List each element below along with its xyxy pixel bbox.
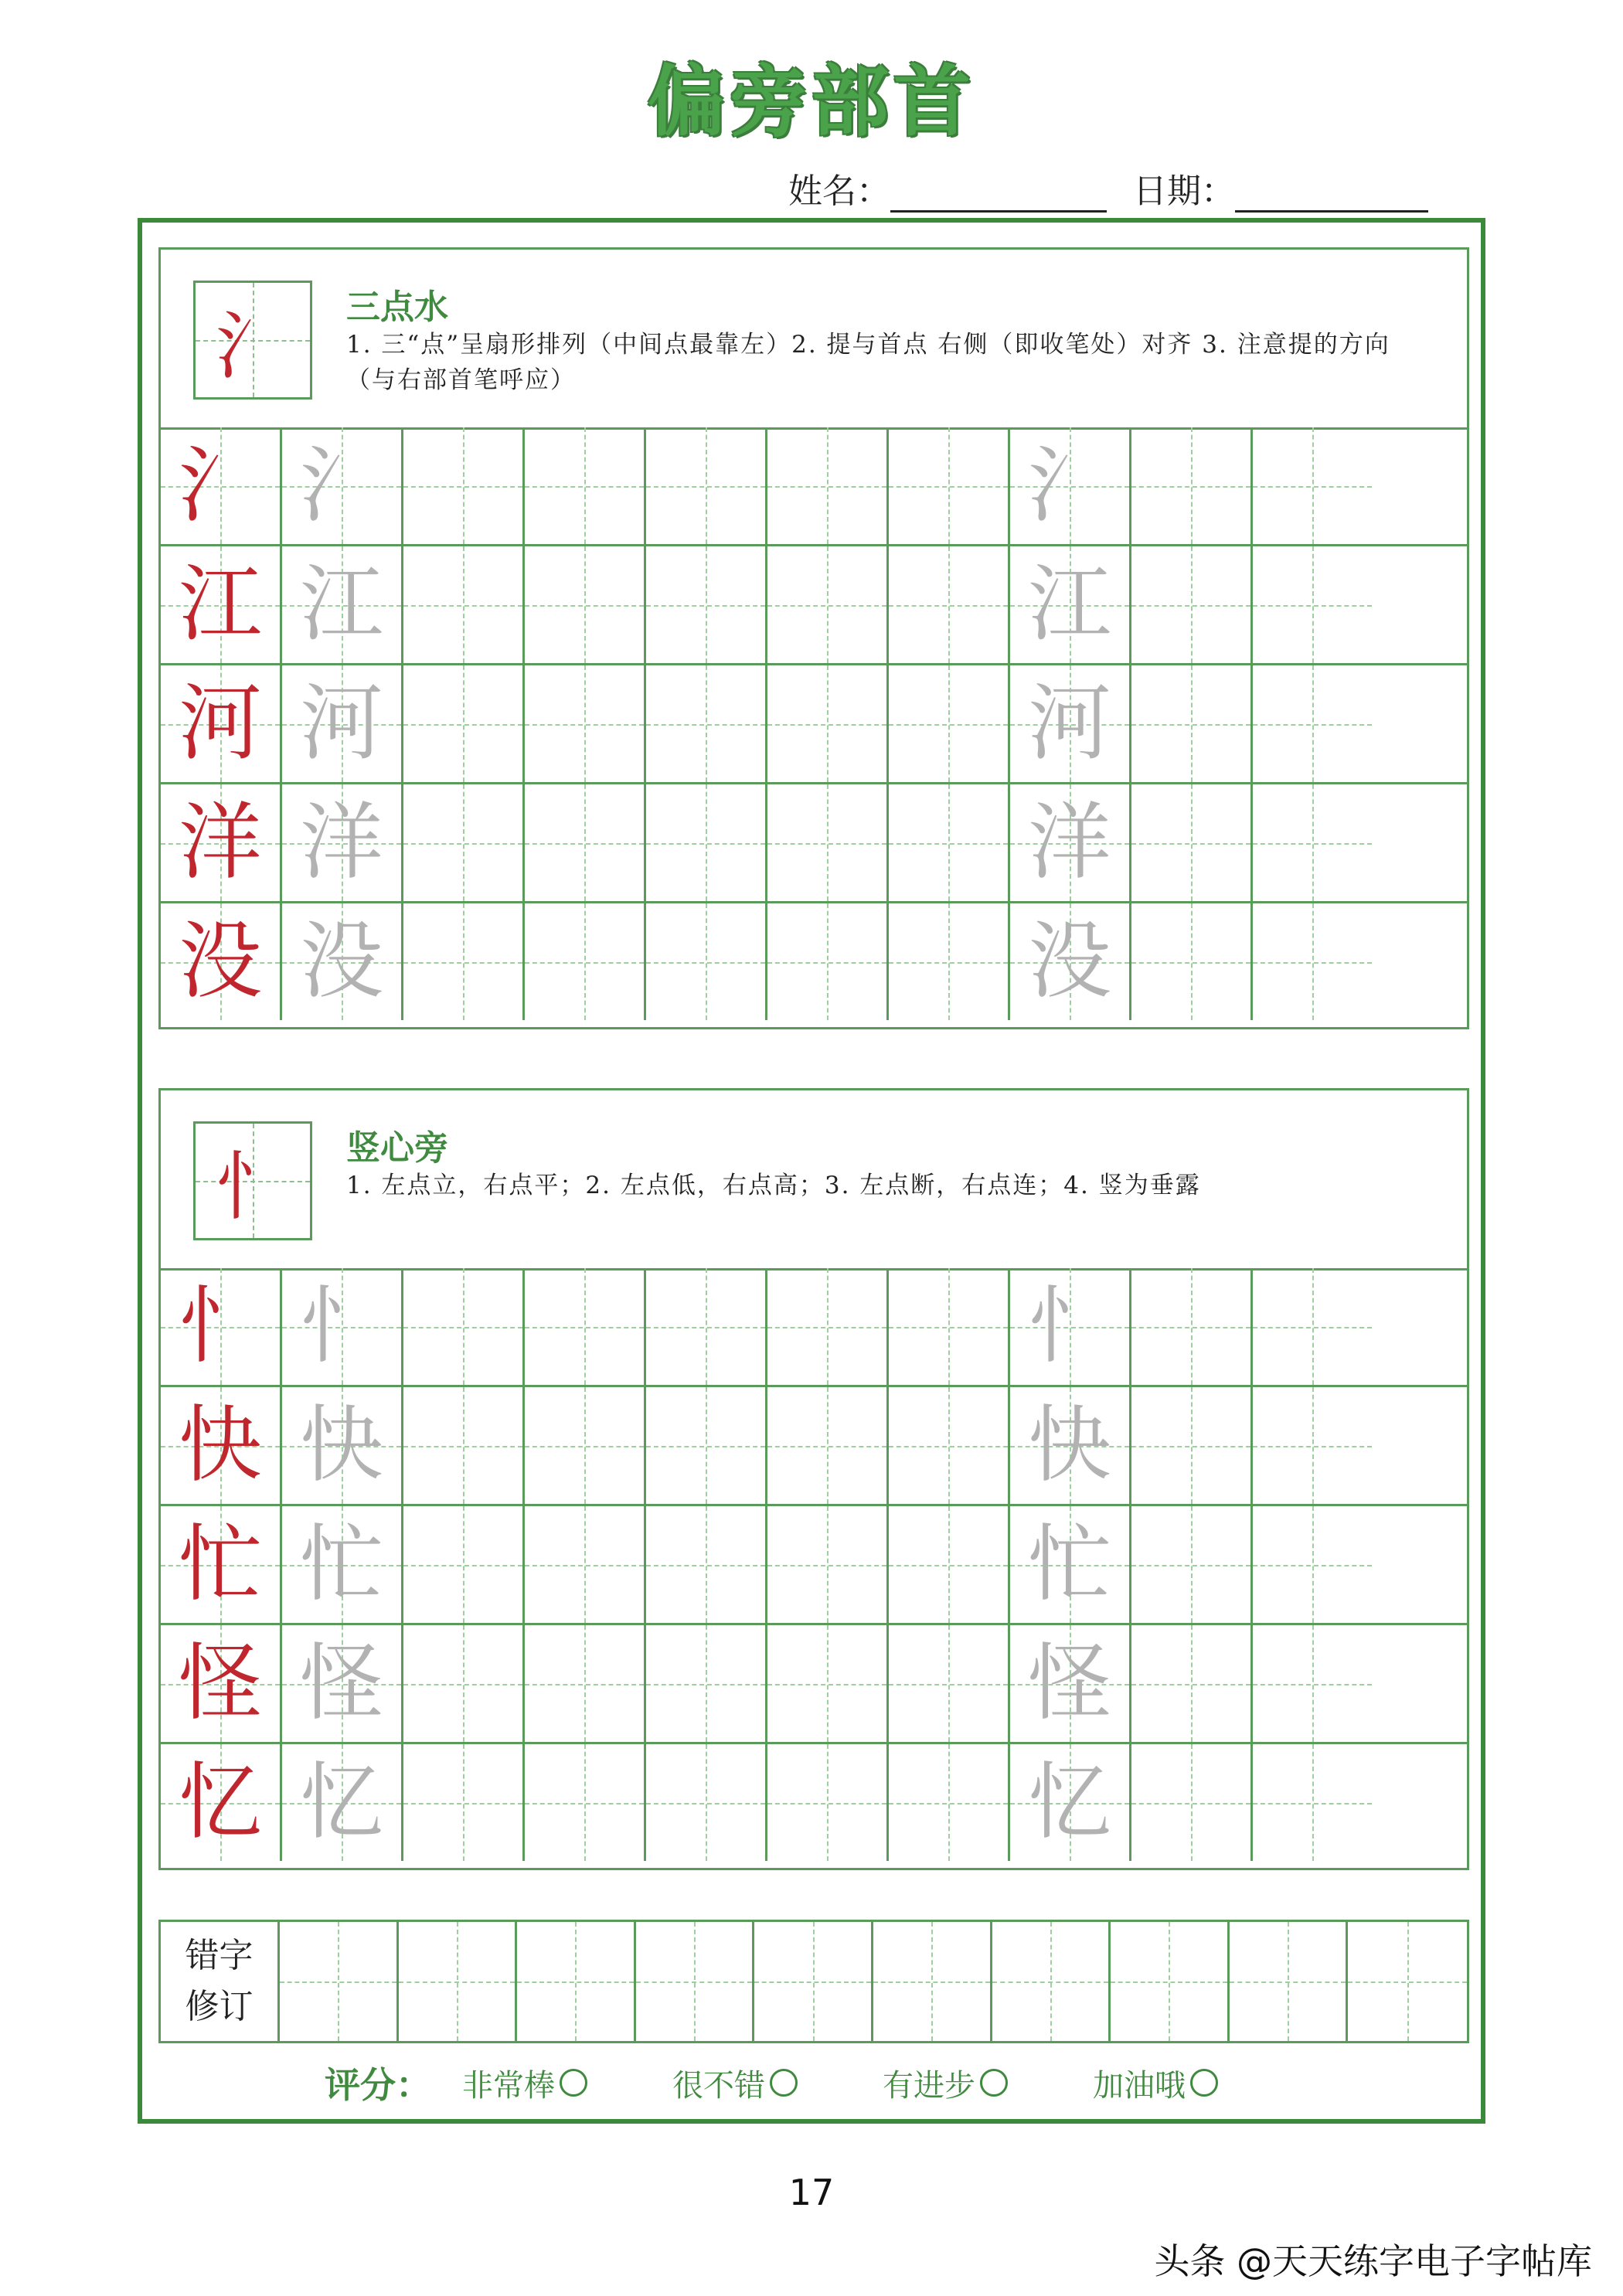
- blank-cell[interactable]: [403, 665, 525, 782]
- model-char-cell: 忄: [161, 1268, 282, 1385]
- correction-cell[interactable]: [399, 1922, 518, 2041]
- blank-cell[interactable]: [889, 1744, 1010, 1861]
- blank-cell[interactable]: [646, 1387, 767, 1504]
- correction-cell[interactable]: [517, 1922, 636, 2041]
- trace-char-cell[interactable]: 洋: [282, 784, 403, 901]
- blank-cell[interactable]: [1131, 784, 1253, 901]
- model-char-cell: 江: [161, 546, 282, 663]
- blank-cell[interactable]: [646, 546, 767, 663]
- blank-cell[interactable]: [1253, 784, 1372, 901]
- radical-sample-box: [193, 281, 312, 400]
- correction-cell[interactable]: [280, 1922, 399, 2041]
- blank-cell[interactable]: [889, 903, 1010, 1020]
- model-char-cell: 怪: [161, 1625, 282, 1742]
- circle-checkbox-icon[interactable]: [1190, 2069, 1218, 2097]
- model-char-cell: 洋: [161, 784, 282, 901]
- blank-cell[interactable]: [403, 1744, 525, 1861]
- blank-cell[interactable]: [1253, 1625, 1372, 1742]
- blank-cell[interactable]: [1131, 1387, 1253, 1504]
- trace-char-cell[interactable]: 氵: [1010, 427, 1131, 544]
- name-field[interactable]: [890, 170, 1107, 213]
- circle-checkbox-icon[interactable]: [770, 2069, 798, 2097]
- model-char-cell: 氵: [161, 427, 282, 544]
- blank-cell[interactable]: [646, 665, 767, 782]
- blank-cell[interactable]: [1253, 1387, 1372, 1504]
- blank-cell[interactable]: [1131, 665, 1253, 782]
- blank-cell[interactable]: [767, 665, 889, 782]
- trace-char-cell[interactable]: 怪: [1010, 1625, 1131, 1742]
- blank-cell[interactable]: [1253, 427, 1372, 544]
- score-option[interactable]: 很不错: [672, 2061, 798, 2105]
- trace-char-cell[interactable]: 没: [1010, 903, 1131, 1020]
- radical-description: 1. 左点立，右点平；2. 左点低，右点高；3. 左点断，右点连；4. 竖为垂露: [346, 1172, 1201, 1199]
- blank-cell[interactable]: [889, 427, 1010, 544]
- trace-char-cell[interactable]: 快: [1010, 1387, 1131, 1504]
- blank-cell[interactable]: [1131, 1744, 1253, 1861]
- blank-cell[interactable]: [646, 1625, 767, 1742]
- blank-cell[interactable]: [646, 1744, 767, 1861]
- radical-name: 竖心旁: [346, 1128, 448, 1168]
- name-label: 姓名：: [788, 172, 890, 211]
- trace-char-cell[interactable]: 快: [282, 1387, 403, 1504]
- trace-char-cell[interactable]: 江: [1010, 546, 1131, 663]
- trace-char-cell[interactable]: 忆: [282, 1744, 403, 1861]
- blank-cell[interactable]: [767, 427, 889, 544]
- radical-section-sandianshui: [158, 247, 1469, 1029]
- blank-cell[interactable]: [1131, 903, 1253, 1020]
- blank-cell[interactable]: [1253, 1506, 1372, 1623]
- model-char-cell: 忆: [161, 1744, 282, 1861]
- blank-cell[interactable]: [767, 1744, 889, 1861]
- blank-cell[interactable]: [525, 427, 646, 544]
- score-option[interactable]: 有进步: [883, 2061, 1008, 2105]
- practice-row: [161, 546, 1467, 665]
- blank-cell[interactable]: [646, 1268, 767, 1385]
- practice-row: [161, 1387, 1467, 1506]
- radical-name: 三点水: [346, 287, 448, 327]
- model-char-cell: 河: [161, 665, 282, 782]
- practice-row: [161, 1744, 1467, 1863]
- blank-cell[interactable]: [403, 1506, 525, 1623]
- blank-cell[interactable]: [1253, 665, 1372, 782]
- practice-grid: [161, 427, 1467, 1022]
- blank-cell[interactable]: [1253, 1744, 1372, 1861]
- radical-sample-box: [193, 1121, 312, 1240]
- blank-cell[interactable]: [1131, 1625, 1253, 1742]
- date-field[interactable]: [1235, 170, 1428, 213]
- model-char-cell: 快: [161, 1387, 282, 1504]
- blank-cell[interactable]: [767, 1387, 889, 1504]
- blank-cell[interactable]: [889, 546, 1010, 663]
- practice-row: [161, 1506, 1467, 1625]
- practice-grid: [161, 1268, 1467, 1863]
- correction-cell[interactable]: [754, 1922, 873, 2041]
- blank-cell[interactable]: [767, 1506, 889, 1623]
- blank-cell[interactable]: [889, 1625, 1010, 1742]
- blank-cell[interactable]: [403, 903, 525, 1020]
- trace-char-cell[interactable]: 忄: [1010, 1268, 1131, 1385]
- trace-char-cell[interactable]: 忙: [1010, 1506, 1131, 1623]
- trace-char-cell[interactable]: 怪: [282, 1625, 403, 1742]
- blank-cell[interactable]: [403, 1387, 525, 1504]
- blank-cell[interactable]: [525, 1625, 646, 1742]
- correction-cell[interactable]: [1230, 1922, 1349, 2041]
- blank-cell[interactable]: [403, 427, 525, 544]
- blank-cell[interactable]: [1131, 1268, 1253, 1385]
- trace-char-cell[interactable]: 忄: [282, 1268, 403, 1385]
- blank-cell[interactable]: [525, 1268, 646, 1385]
- blank-cell[interactable]: [1253, 1268, 1372, 1385]
- blank-cell[interactable]: [889, 1506, 1010, 1623]
- blank-cell[interactable]: [767, 784, 889, 901]
- trace-char-cell[interactable]: 忆: [1010, 1744, 1131, 1861]
- blank-cell[interactable]: [403, 784, 525, 901]
- circle-checkbox-icon[interactable]: [560, 2069, 587, 2097]
- blank-cell[interactable]: [525, 784, 646, 901]
- score-option[interactable]: 加油哦: [1093, 2061, 1218, 2105]
- blank-cell[interactable]: [646, 427, 767, 544]
- practice-row: [161, 784, 1467, 903]
- section-header: [161, 1090, 1467, 1270]
- practice-row: [161, 1625, 1467, 1744]
- blank-cell[interactable]: [767, 546, 889, 663]
- trace-char-cell[interactable]: 河: [1010, 665, 1131, 782]
- correction-cell[interactable]: [1111, 1922, 1230, 2041]
- blank-cell[interactable]: [889, 1268, 1010, 1385]
- blank-cell[interactable]: [525, 1387, 646, 1504]
- blank-cell[interactable]: [525, 1506, 646, 1623]
- blank-cell[interactable]: [1253, 903, 1372, 1020]
- score-option[interactable]: 非常棒: [462, 2061, 587, 2105]
- model-char-cell: 没: [161, 903, 282, 1020]
- blank-cell[interactable]: [525, 903, 646, 1020]
- page-title: 偏旁部首: [648, 56, 975, 147]
- blank-cell[interactable]: [767, 903, 889, 1020]
- correction-cell[interactable]: [992, 1922, 1111, 2041]
- correction-section: [158, 1920, 1469, 2043]
- trace-char-cell[interactable]: 江: [282, 546, 403, 663]
- blank-cell[interactable]: [767, 1268, 889, 1385]
- blank-cell[interactable]: [525, 1744, 646, 1861]
- blank-cell[interactable]: [403, 1625, 525, 1742]
- practice-row: [161, 665, 1467, 784]
- blank-cell[interactable]: [646, 903, 767, 1020]
- trace-char-cell[interactable]: 氵: [282, 427, 403, 544]
- blank-cell[interactable]: [767, 1625, 889, 1742]
- blank-cell[interactable]: [1253, 546, 1372, 663]
- radical-section-shuxinpang: [158, 1088, 1469, 1870]
- correction-label: 错字 修订: [161, 1922, 280, 2041]
- blank-cell[interactable]: [889, 1387, 1010, 1504]
- trace-char-cell[interactable]: 忙: [282, 1506, 403, 1623]
- correction-cell[interactable]: [1348, 1922, 1467, 2041]
- correction-grid: [280, 1922, 1467, 2041]
- blank-cell[interactable]: [525, 665, 646, 782]
- blank-cell[interactable]: [525, 546, 646, 663]
- model-char-cell: 忙: [161, 1506, 282, 1623]
- blank-cell[interactable]: [403, 1268, 525, 1385]
- name-date-row: [788, 158, 1428, 213]
- practice-row: [161, 427, 1467, 546]
- radical-sample-char: 氵: [216, 302, 290, 389]
- scoring-label: 评分：: [325, 2064, 431, 2106]
- section-header: [161, 250, 1467, 430]
- watermark: 头条 @天天练字电子字帖库: [1154, 2240, 1592, 2282]
- practice-row: [161, 1268, 1467, 1387]
- page-number: 17: [788, 2172, 835, 2213]
- blank-cell[interactable]: [646, 784, 767, 901]
- trace-char-cell[interactable]: 洋: [1010, 784, 1131, 901]
- blank-cell[interactable]: [403, 546, 525, 663]
- radical-description: 1. 三“点”呈扇形排列（中间点最靠左）2. 提与首点 右侧（即收笔处）对齐 3. 注意提的方向（与右部首笔呼应）: [346, 331, 1390, 394]
- trace-char-cell[interactable]: 河: [282, 665, 403, 782]
- scoring-row: [325, 2056, 1218, 2110]
- correction-cell[interactable]: [873, 1922, 992, 2041]
- practice-row: [161, 903, 1467, 1022]
- blank-cell[interactable]: [646, 1506, 767, 1623]
- blank-cell[interactable]: [1131, 546, 1253, 663]
- radical-sample-char: 忄: [216, 1143, 290, 1230]
- blank-cell[interactable]: [889, 784, 1010, 901]
- circle-checkbox-icon[interactable]: [980, 2069, 1008, 2097]
- correction-cell[interactable]: [636, 1922, 755, 2041]
- date-label: 日期：: [1133, 172, 1235, 211]
- blank-cell[interactable]: [889, 665, 1010, 782]
- blank-cell[interactable]: [1131, 1506, 1253, 1623]
- blank-cell[interactable]: [1131, 427, 1253, 544]
- trace-char-cell[interactable]: 没: [282, 903, 403, 1020]
